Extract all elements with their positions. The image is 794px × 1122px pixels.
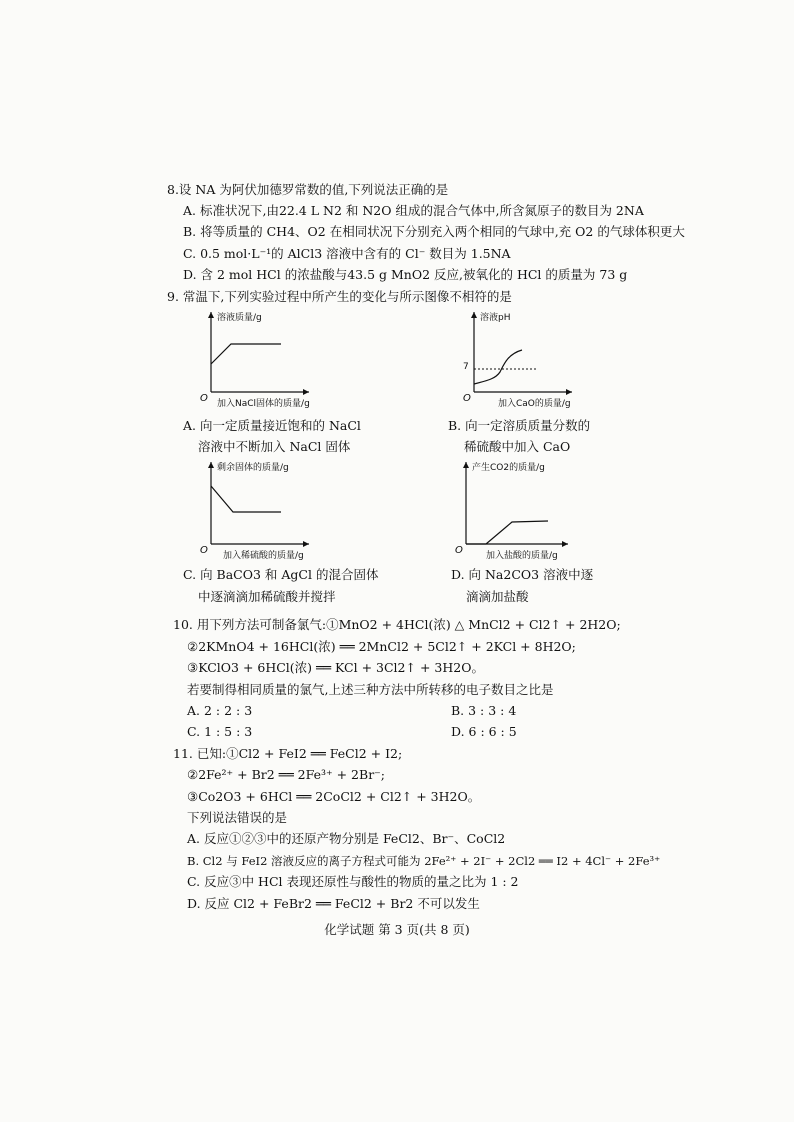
q10-line-3: ③KClO3 + 6HCl(浓) ══ KCl + 3Cl2↑ + 3H2O。 xyxy=(187,660,484,675)
graph-c xyxy=(200,462,315,561)
graph-c-caption-2: 中逐滴滴加稀硫酸并搅拌 xyxy=(198,589,336,604)
q10-option-c: C. 1 : 5 : 3 xyxy=(187,724,253,739)
graph-b-y-arrow xyxy=(471,312,477,318)
q10-line-4: 若要制得相同质量的氯气,上述三种方法中所转移的电子数目之比是 xyxy=(187,682,554,697)
q11-line-1: 11. 已知:①Cl2 + FeI2 ══ FeCl2 + I2; xyxy=(173,746,403,761)
graph-b-ylabel: 溶液pH xyxy=(480,313,511,323)
q11-option-a: A. 反应①②③中的还原产物分别是 FeCl2、Br⁻、CoCl2 xyxy=(187,831,506,846)
q11-line-3: ③Co2O3 + 6HCl ══ 2CoCl2 + Cl2↑ + 3H2O。 xyxy=(187,789,481,804)
graph-d-origin: O xyxy=(455,545,463,556)
graph-d-ylabel: 产生CO2的质量/g xyxy=(472,463,545,473)
graph-b-curve xyxy=(474,350,522,384)
q11-option-d: D. 反应 Cl2 + FeBr2 ══ FeCl2 + Br2 不可以发生 xyxy=(187,896,480,911)
q10-line-1: 10. 用下列方法可制备氯气:①MnO2 + 4HCl(浓) △ MnCl2 + Cl2↑ + 2H2O; xyxy=(173,617,621,632)
q11-option-b: B. Cl2 与 FeI2 溶液反应的离子方程式可能为 2Fe²⁺ + 2I⁻ + 2Cl2 ══ I2 + 4Cl⁻ + 2Fe³⁺ xyxy=(187,854,661,868)
graph-b-x-arrow xyxy=(566,389,572,395)
q11-line-2: ②2Fe²⁺ + Br2 ══ 2Fe³⁺ + 2Br⁻; xyxy=(187,767,385,782)
graph-b-caption-2: 稀硫酸中加入 CaO xyxy=(464,439,571,454)
graph-d-xlabel: 加入盐酸的质量/g xyxy=(486,551,558,561)
graph-a-origin: O xyxy=(200,393,208,404)
graph-d-svg xyxy=(460,462,575,552)
page-footer: 化学试题 第 3 页(共 8 页) xyxy=(324,922,470,937)
graph-a-caption-2: 溶液中不断加入 NaCl 固体 xyxy=(198,439,351,454)
graph-c-curve xyxy=(211,486,281,512)
graph-a-curve xyxy=(211,344,281,364)
graph-c-caption-1: C. 向 BaCO3 和 AgCl 的混合固体 xyxy=(183,567,379,582)
graph-c-ylabel: 剩余固体的质量/g xyxy=(217,463,289,473)
graph-a-caption-1: A. 向一定质量接近饱和的 NaCl xyxy=(183,418,361,433)
q9-stem: 9. 常温下,下列实验过程中所产生的变化与所示图像不相符的是 xyxy=(167,289,512,304)
graph-a xyxy=(200,312,315,416)
q10-line-2: ②2KMnO4 + 16HCl(浓) ══ 2MnCl2 + 5Cl2↑ + 2KCl + 8H2O; xyxy=(187,639,576,654)
graph-c-origin: O xyxy=(200,545,208,556)
q10-option-a: A. 2 : 2 : 3 xyxy=(187,703,253,718)
q11-line-4: 下列说法错误的是 xyxy=(187,810,288,825)
graph-d-x-arrow xyxy=(562,541,568,547)
graph-b-xlabel: 加入CaO的质量/g xyxy=(498,399,571,409)
q8-option-b: B. 将等质量的 CH4、O2 在相同状况下分别充入两个相同的气球中,充 O2 的气球体积更大 xyxy=(183,224,685,239)
graph-a-xlabel: 加入NaCl固体的质量/g xyxy=(217,399,310,409)
q8-option-a: A. 标准状况下,由22.4 L N2 和 N2O 组成的混合气体中,所含氮原子的数目为 2NA xyxy=(183,203,644,218)
graph-a-y-arrow xyxy=(208,312,214,318)
q10-option-d: D. 6 : 6 : 5 xyxy=(451,724,517,739)
graph-b-caption-1: B. 向一定溶质质量分数的 xyxy=(448,418,591,433)
graph-b xyxy=(463,312,578,416)
q11-option-c: C. 反应③中 HCl 表现还原性与酸性的物质的量之比为 1 : 2 xyxy=(187,874,519,889)
graph-b-mark-7: 7 xyxy=(463,362,469,372)
graph-d-y-arrow xyxy=(463,462,469,468)
graph-a-ylabel: 溶液质量/g xyxy=(217,313,262,323)
graph-c-y-arrow xyxy=(208,462,214,468)
q8-stem: 8.设 NA 为阿伏加德罗常数的值,下列说法正确的是 xyxy=(167,182,449,197)
graph-c-x-arrow xyxy=(303,541,309,547)
q10-option-b: B. 3 : 3 : 4 xyxy=(451,703,517,718)
graph-b-origin: O xyxy=(463,393,471,404)
graph-d xyxy=(455,462,575,561)
q8-option-c: C. 0.5 mol·L⁻¹的 AlCl3 溶液中含有的 Cl⁻ 数目为 1.5NA xyxy=(183,246,511,261)
graph-a-x-arrow xyxy=(303,389,309,395)
graph-d-caption-1: D. 向 Na2CO3 溶液中逐 xyxy=(451,567,594,582)
graph-d-caption-2: 滴滴加盐酸 xyxy=(466,589,529,604)
graph-d-curve xyxy=(466,521,548,544)
q8-option-d: D. 含 2 mol HCl 的浓盐酸与43.5 g MnO2 反应,被氧化的 HCl 的质量为 73 g xyxy=(183,267,628,282)
graph-c-svg xyxy=(205,462,315,552)
graph-c-xlabel: 加入稀硫酸的质量/g xyxy=(223,551,304,561)
